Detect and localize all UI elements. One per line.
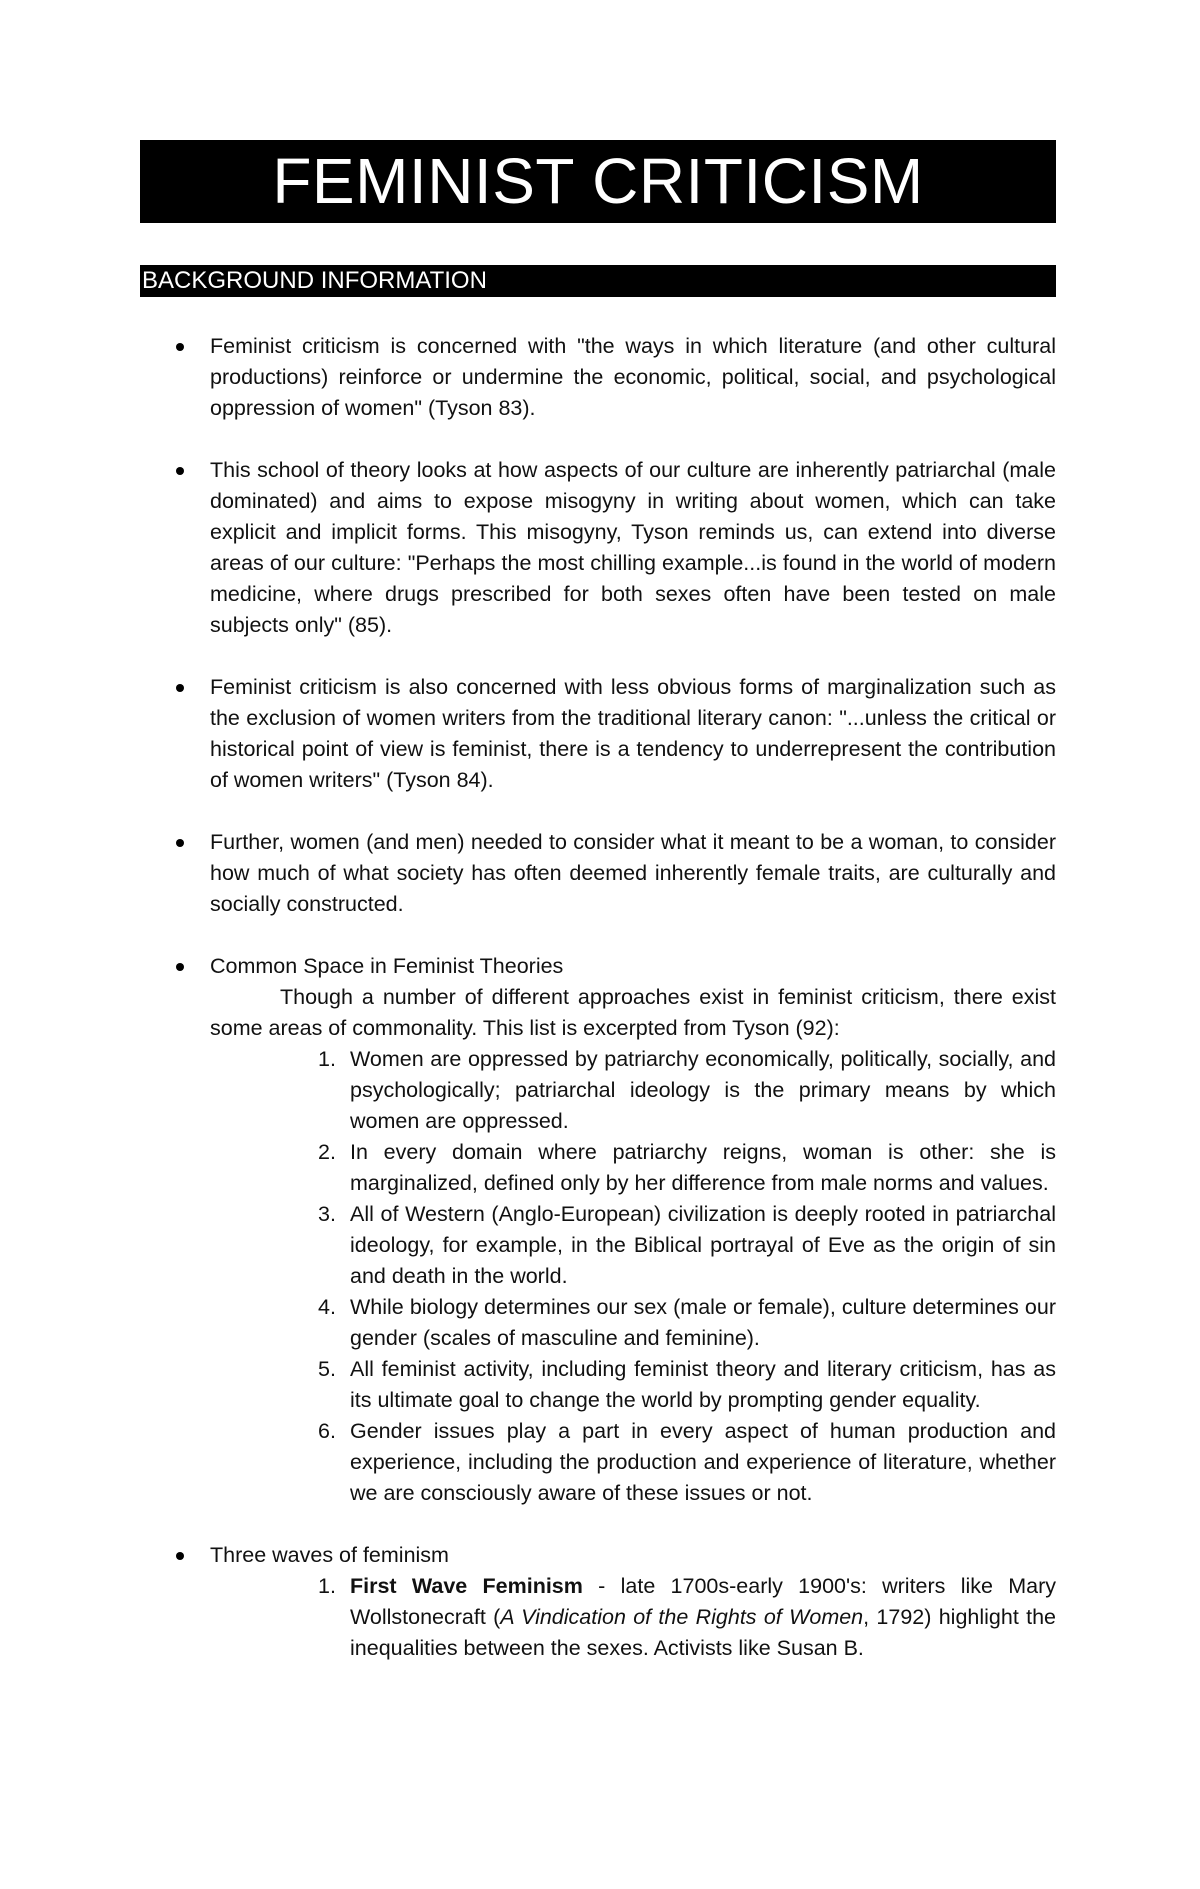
page-title: FEMINIST CRITICISM bbox=[140, 140, 1056, 223]
item-text: , 1792) highlight the inequalities between the sexes. Activists like Susan B. bbox=[350, 1605, 1056, 1660]
bullet-text: Further, women (and men) needed to consider what it meant to be a woman, to consider how much of what society has often deemed inherently female traits, are culturally and socially constructed. bbox=[210, 830, 1056, 916]
list-item-waves bbox=[140, 1540, 1056, 1664]
bullet-text: Feminist criticism is also concerned with less obvious forms of marginalization such as the exclusion of women writers from the traditional literary canon: "...unless the critical or historical point of view is feminist, there is a tendency to underrepresent the contribution of women writers" (Tyson 84). bbox=[210, 675, 1056, 792]
bullet-list bbox=[140, 331, 1056, 1664]
numbered-item bbox=[210, 1571, 1056, 1664]
item-text: Women are oppressed by patriarchy economically, politically, socially, and psychologically; patriarchal ideology is the primary means by which women are oppressed. bbox=[350, 1047, 1056, 1133]
item-number: 4. bbox=[318, 1295, 336, 1319]
bullet-icon bbox=[176, 839, 184, 847]
work-title: A Vindication of the Rights of Women bbox=[500, 1605, 864, 1629]
waves-list bbox=[210, 1571, 1056, 1664]
bullet-text: Feminist criticism is concerned with "the ways in which literature (and other cultural productions) reinforce or undermine the economic, political, social, and psychological oppression of women" (Tyson 83). bbox=[210, 334, 1056, 420]
numbered-item bbox=[210, 1416, 1056, 1509]
bullet-icon bbox=[176, 684, 184, 692]
wave-term: First Wave Feminism bbox=[350, 1574, 583, 1598]
bullet-icon bbox=[176, 963, 184, 971]
item-number: 5. bbox=[318, 1357, 336, 1381]
item-text: In every domain where patriarchy reigns, woman is other: she is marginalized, defined only by her difference from male norms and values. bbox=[350, 1140, 1056, 1195]
numbered-item bbox=[210, 1292, 1056, 1354]
bullet-icon bbox=[176, 343, 184, 351]
list-item bbox=[140, 331, 1056, 424]
item-text: All of Western (Anglo-European) civilization is deeply rooted in patriarchal ideology, for example, in the Biblical portrayal of Eve as the origin of sin and death in the world. bbox=[350, 1202, 1056, 1288]
list-item bbox=[140, 827, 1056, 920]
item-number: 1. bbox=[318, 1574, 336, 1598]
common-space-intro: Though a number of different approaches exist in feminist criticism, there exist some areas of commonality. This list is excerpted from Tyson (92): bbox=[210, 985, 1056, 1040]
section-heading: BACKGROUND INFORMATION bbox=[140, 265, 1056, 297]
bullet-icon bbox=[176, 467, 184, 475]
item-text: - late 1700s-early 1900's: writers like Mary Wollstonecraft ( bbox=[350, 1574, 1057, 1629]
document-page bbox=[140, 140, 1056, 1695]
item-number: 3. bbox=[318, 1202, 336, 1226]
numbered-item bbox=[210, 1354, 1056, 1416]
bullet-text: This school of theory looks at how aspects of our culture are inherently patriarchal (male dominated) and aims to expose misogyny in writing about women, which can take explicit and implicit forms. This misogyny, Tyson reminds us, can extend into diverse areas of our culture: "Perhaps the most chilling example...is found in the world of modern medicine, where drugs prescribed for both sexes often have been tested on male subjects only" (85). bbox=[210, 458, 1056, 637]
numbered-item bbox=[210, 1199, 1056, 1292]
waves-heading: Three waves of feminism bbox=[210, 1543, 449, 1567]
numbered-item bbox=[210, 1137, 1056, 1199]
item-text: While biology determines our sex (male or female), culture determines our gender (scales of masculine and feminine). bbox=[350, 1295, 1056, 1350]
list-item-common-space bbox=[140, 951, 1056, 1509]
item-text: Gender issues play a part in every aspect of human production and experience, including the production and experience of literature, whether we are consciously aware of these issues or not. bbox=[350, 1419, 1056, 1505]
numbered-item bbox=[210, 1044, 1056, 1137]
commonality-list bbox=[210, 1044, 1056, 1509]
item-number: 6. bbox=[318, 1419, 336, 1443]
list-item bbox=[140, 672, 1056, 796]
bullet-icon bbox=[176, 1552, 184, 1560]
list-item bbox=[140, 455, 1056, 641]
item-number: 1. bbox=[318, 1047, 336, 1071]
item-text: All feminist activity, including feminist theory and literary criticism, has as its ultimate goal to change the world by prompting gender equality. bbox=[350, 1357, 1056, 1412]
item-number: 2. bbox=[318, 1140, 336, 1164]
common-space-heading: Common Space in Feminist Theories bbox=[210, 954, 564, 978]
